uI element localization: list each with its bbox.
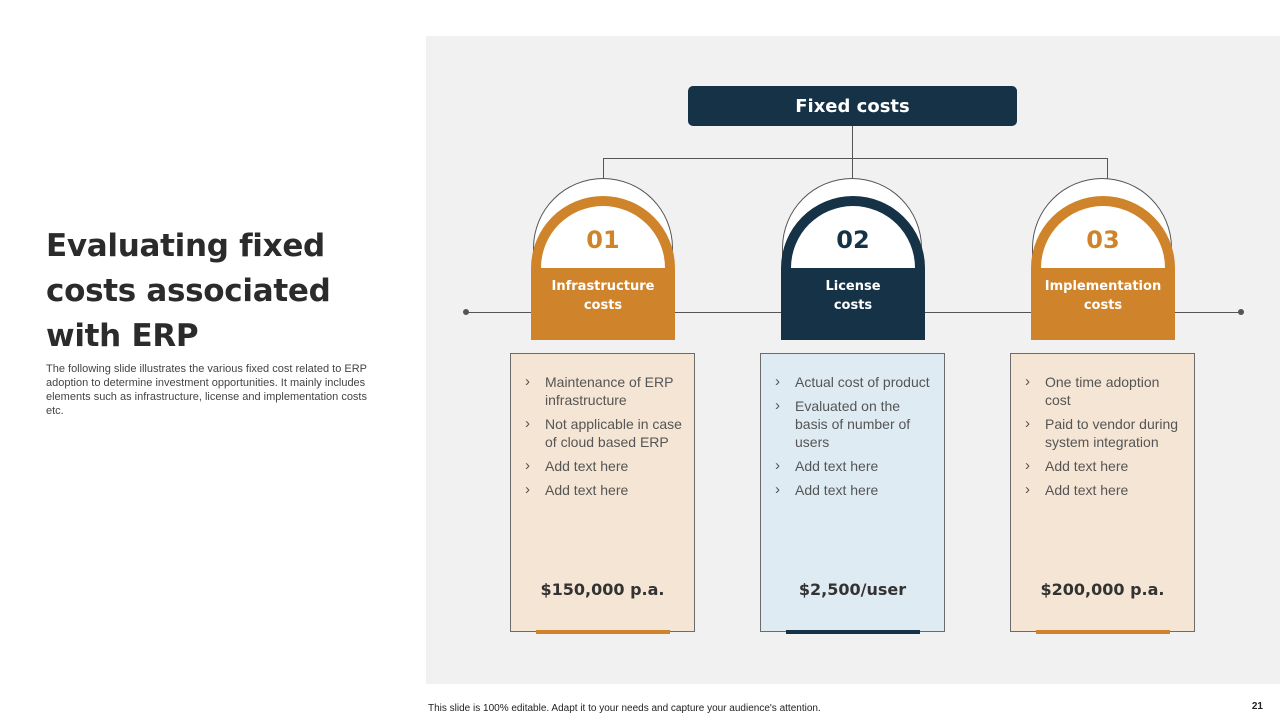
- category-label-1: Infrastructure costs: [551, 279, 655, 313]
- bullet-item: › One time adoption cost: [1025, 373, 1186, 409]
- category-label-3: Implementation costs: [1044, 279, 1162, 313]
- branch-connector-middle: [852, 158, 853, 180]
- bullet-item: › Add text here: [525, 457, 686, 475]
- category-card-1: [510, 353, 695, 632]
- category-number-3: 03: [1086, 226, 1120, 254]
- root-connector-vertical: [852, 126, 853, 158]
- bullet-item: › Actual cost of product: [775, 373, 936, 391]
- bullet-item: › Not applicable in case of cloud based ERP: [525, 415, 686, 451]
- bullet-item: › Evaluated on the basis of number of users: [775, 397, 936, 451]
- bullet-list-1: [511, 354, 694, 499]
- card-accent-bar-1: [536, 630, 670, 634]
- branch-connector-horizontal: [603, 158, 1108, 159]
- fixed-costs-header: Fixed costs: [688, 86, 1017, 126]
- category-arch-1: [531, 196, 675, 340]
- bullet-item: › Add text here: [775, 457, 936, 475]
- branch-connector-right: [1107, 158, 1108, 180]
- timeline-end-dot: [1238, 309, 1244, 315]
- bullet-item: › Add text here: [1025, 457, 1186, 475]
- card-accent-bar-2: [786, 630, 920, 634]
- timeline-start-dot: [463, 309, 469, 315]
- bullet-item: › Add text here: [525, 481, 686, 499]
- card-accent-bar-3: [1036, 630, 1170, 634]
- price-3: $200,000 p.a.: [1040, 580, 1165, 599]
- page-number: 21: [1251, 701, 1263, 712]
- category-arch-3: [1031, 196, 1175, 340]
- footer-note: This slide is 100% editable. Adapt it to your needs and capture your audience's attention.: [428, 703, 821, 714]
- category-card-3: [1010, 353, 1195, 632]
- category-label-2: License costs: [825, 279, 881, 313]
- category-arch-2: [781, 196, 925, 340]
- bullet-list-3: [1011, 354, 1194, 499]
- branch-connector-left: [603, 158, 604, 180]
- category-number-1: 01: [586, 226, 620, 254]
- slide-description: The following slide illustrates the various fixed cost related to ERP adoption to determine investment opportunities. It mainly includes elements such as infrastructure, license and implementation costs etc.: [46, 363, 367, 417]
- bullet-item: › Paid to vendor during system integration: [1025, 415, 1186, 451]
- slide-title: Evaluating fixed costs associated with ERP: [46, 228, 331, 354]
- category-number-2: 02: [836, 226, 870, 254]
- bullet-item: › Add text here: [775, 481, 936, 499]
- price-1: $150,000 p.a.: [540, 580, 665, 599]
- category-card-2: [760, 353, 945, 632]
- price-2: $2,500/user: [798, 580, 907, 599]
- bullet-item: › Add text here: [1025, 481, 1186, 499]
- bullet-item: › Maintenance of ERP infrastructure: [525, 373, 686, 409]
- bullet-list-2: [761, 354, 944, 499]
